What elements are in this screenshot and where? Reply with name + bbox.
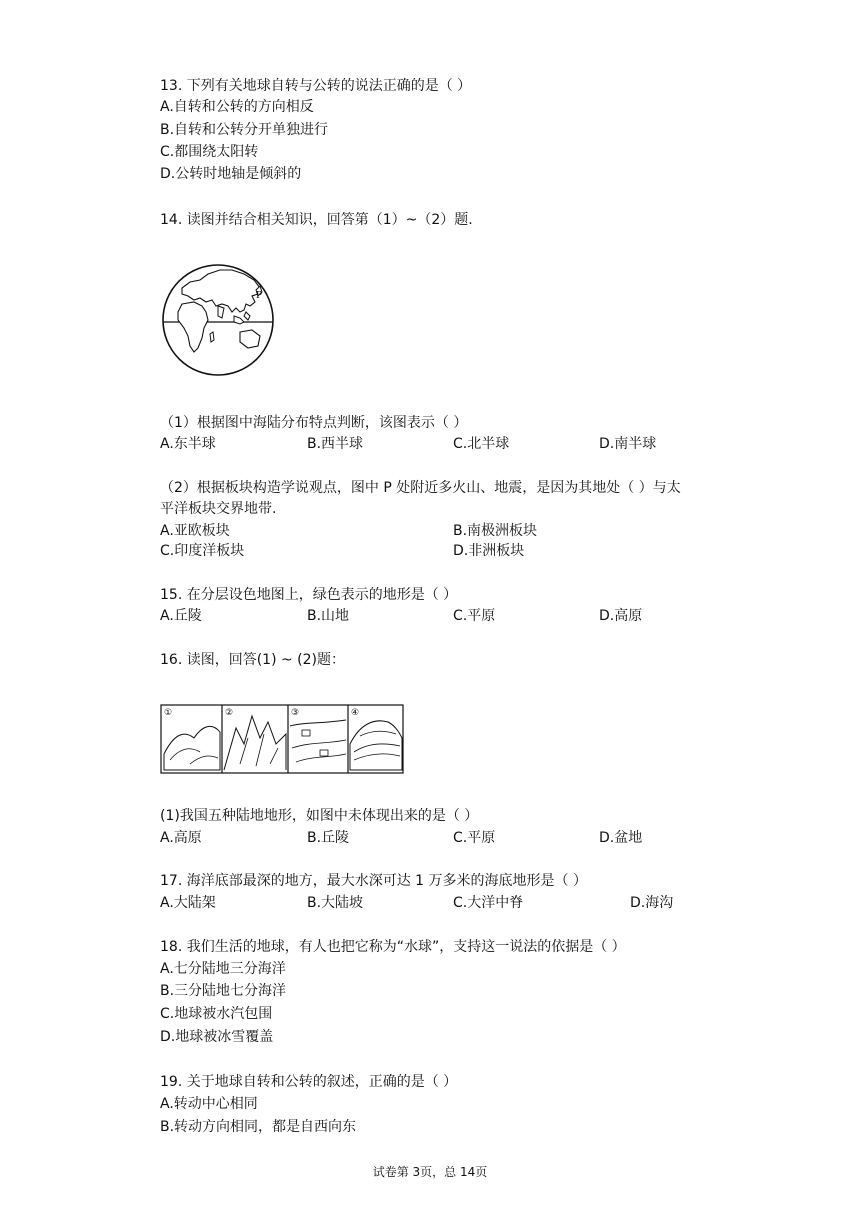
q17-option-a: A.大陆架: [160, 895, 216, 911]
globe-map-icon: [160, 260, 280, 380]
q17-option-d: D.海沟: [630, 895, 674, 911]
q18-option-b: B.三分陆地七分海洋: [160, 983, 287, 999]
q14-sub2-option-b: B.南极洲板块: [453, 523, 538, 539]
q18-stem: 18. 我们生活的地球，有人也把它称为“水球”，支持这一说法的依据是（ ）: [160, 939, 626, 955]
q15-option-d: D.高原: [599, 608, 643, 624]
q19-option-a: A.转动中心相同: [160, 1096, 258, 1112]
q14-sub2-option-a: A.亚欧板块: [160, 523, 230, 539]
page-footer: 试卷第 3页，总 14页: [372, 1165, 488, 1179]
q17-option-c: C.大洋中脊: [453, 895, 524, 911]
q14-sub2-option-d: D.非洲板块: [453, 543, 525, 559]
q14-sub1-option-d: D.南半球: [599, 436, 657, 452]
q13-option-a: A.自转和公转的方向相反: [160, 99, 314, 115]
q14-sub1-option-b: B.西半球: [307, 436, 364, 452]
panel-label-2: ②: [225, 708, 234, 718]
panel-label-3: ③: [291, 708, 300, 718]
q16-sub1-option-c: C.平原: [453, 830, 496, 846]
q14-sub2-option-c: C.印度洋板块: [160, 543, 245, 559]
q15-option-b: B.山地: [307, 608, 350, 624]
q13-option-b: B.自转和公转分开单独进行: [160, 122, 329, 138]
q13-stem: 13. 下列有关地球自转与公转的说法正确的是（ ）: [160, 78, 472, 94]
q14-stem: 14. 读图并结合相关知识，回答第（1）~（2）题.: [160, 212, 473, 228]
q15-stem: 15. 在分层设色地图上，绿色表示的地形是（ ）: [160, 587, 458, 603]
q16-sub1-option-a: A.高原: [160, 830, 202, 846]
q19-stem: 19. 关于地球自转和公转的叙述，正确的是（ ）: [160, 1074, 458, 1090]
q16-stem: 16. 读图，回答(1) ~ (2)题：: [160, 652, 346, 668]
q17-option-b: B.大陆坡: [307, 895, 364, 911]
q15-option-a: A.丘陵: [160, 608, 202, 624]
landform-sketches-icon: [160, 704, 404, 774]
q17-stem: 17. 海洋底部最深的地方，最大水深可达 1 万多米的海底地形是（ ）: [160, 873, 587, 889]
q16-sub1-option-b: B.丘陵: [307, 830, 350, 846]
q19-option-b: B.转动方向相同，都是自西向东: [160, 1119, 357, 1135]
q14-sub1-stem: （1）根据图中海陆分布特点判断，该图表示（ ）: [160, 415, 468, 431]
q16-sub1-option-d: D.盆地: [599, 830, 643, 846]
q14-sub2-stem-line2: 平洋板块交界地带.: [160, 501, 277, 517]
q16-sub1-stem: (1)我国五种陆地地形，如图中未体现出来的是（ ）: [160, 808, 479, 824]
q18-option-a: A.七分陆地三分海洋: [160, 961, 286, 977]
panel-label-1: ①: [164, 708, 173, 718]
q14-sub1-option-a: A.东半球: [160, 436, 216, 452]
q13-option-c: C.都围绕太阳转: [160, 144, 259, 160]
q13-option-d: D.公转时地轴是倾斜的: [160, 166, 302, 182]
q18-option-c: C.地球被水汽包围: [160, 1006, 273, 1022]
globe-point-label: P: [256, 291, 263, 301]
panel-label-4: ④: [351, 708, 360, 718]
q18-option-d: D.地球被冰雪覆盖: [160, 1029, 274, 1045]
q15-option-c: C.平原: [453, 608, 496, 624]
q14-sub1-option-c: C.北半球: [453, 436, 510, 452]
q14-sub2-stem-line1: （2）根据板块构造学说观点，图中 P 处附近多火山、地震，是因为其地处（ ）与太: [160, 480, 681, 496]
